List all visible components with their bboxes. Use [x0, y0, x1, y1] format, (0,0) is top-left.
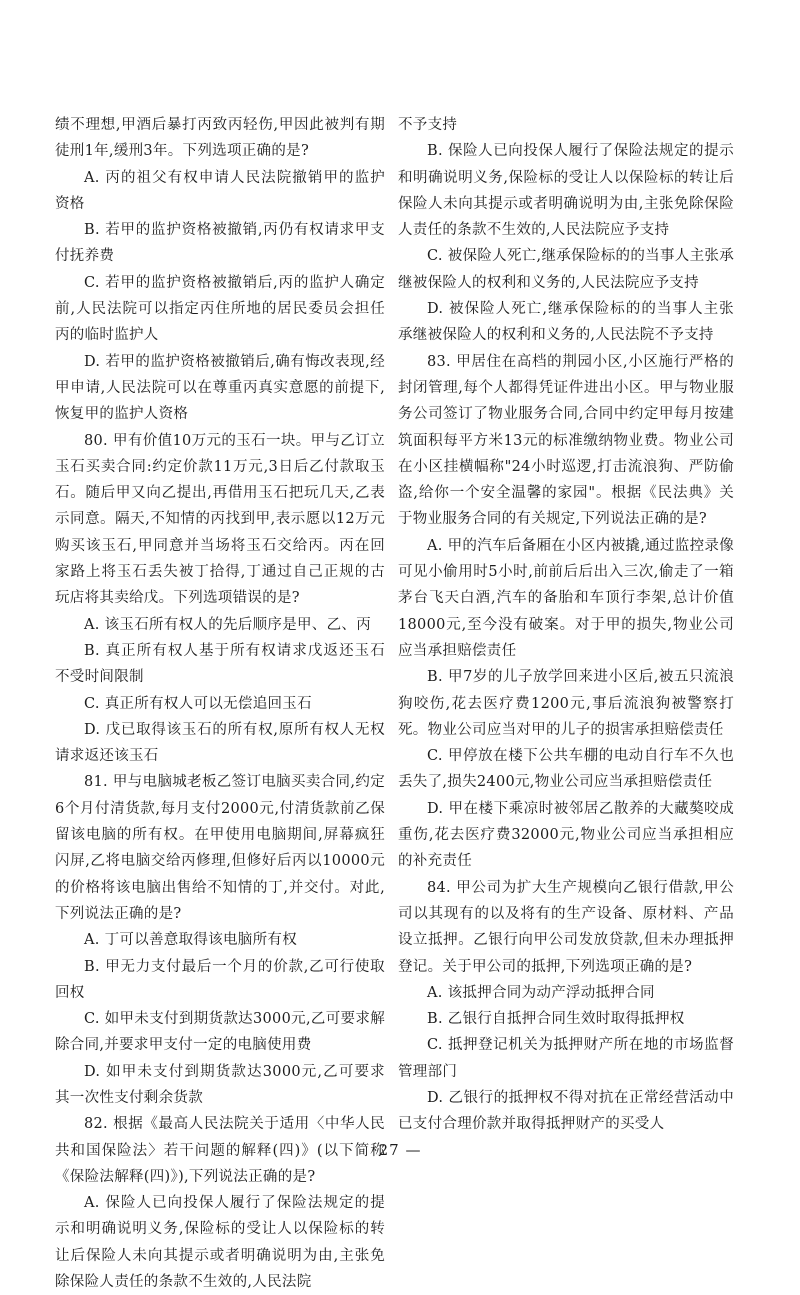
- paragraph: 83. 甲居住在高档的荆园小区,小区施行严格的封闭管理,每个人都得凭证件进出小区。甲与物业服务公司签订了物业服务合同,合同中约定甲每月按建筑面积每平方米13元的标准缴纳物业费。物业公司在小区挂横幅称"24小时巡逻,打击流浪狗、严防偷盗,给你一个安全温馨的家园"。根据《民法典》关于物业服务合同的有关规定,下列说法正确的是?: [398, 353, 734, 528]
- paragraph: D. 被保险人死亡,继承保险标的的当事人主张承继被保险人的权利和义务的,人民法院不予支持: [398, 301, 734, 344]
- paragraph: B. 乙银行自抵押合同生效时取得抵押权: [427, 1011, 685, 1028]
- paragraph: 84. 甲公司为扩大生产规模向乙银行借款,甲公司以其现有的以及将有的生产设备、原材料、产品设立抵押。乙银行向甲公司发放贷款,但未办理抵押登记。关于甲公司的抵押,下列选项正确的是?: [398, 879, 734, 975]
- paragraph: D. 乙银行的抵押权不得对抗在正常经营活动中已支付合理价款并取得抵押财产的买受人: [398, 1089, 734, 1133]
- paragraph: B. 甲无力支付最后一个月的价款,乙可行使取回权: [55, 958, 385, 1001]
- paragraph: C. 如甲未支付到期货款达3000元,乙可要求解除合同,并要求甲支付一定的电脑使用费: [55, 1011, 385, 1054]
- left-column: [55, 112, 385, 1295]
- paragraph: A. 该抵押合同为动产浮动抵押合同: [427, 984, 655, 1001]
- paragraph: C. 甲停放在楼下公共车棚的电动自行车不久也丢失了,损失2400元,物业公司应当承担赔偿责任: [398, 748, 734, 791]
- right-column: [398, 112, 734, 1138]
- paragraph: 82. 根据《最高人民法院关于适用〈中华人民共和国保险法〉若干问题的解释(四)》(以下简称《保险法解释(四)》),下列说法正确的是?: [55, 1116, 385, 1185]
- page-footer: [0, 1141, 800, 1159]
- paragraph: A. 丁可以善意取得该电脑所有权: [84, 932, 297, 949]
- paragraph: B. 保险人已向投保人履行了保险法规定的提示和明确说明义务,保险标的受让人以保险标的转让后保险人未向其提示或者明确说明为由,主张免除保险人责任的条款不生效的,人民法院应予支持: [398, 143, 734, 239]
- paragraph: B. 若甲的监护资格被撤销,丙仍有权请求甲支付抚养费: [55, 222, 385, 265]
- paragraph: D. 如甲未支付到期货款达3000元,乙可要求其一次性支付剩余货款: [55, 1063, 385, 1106]
- paragraph: A. 丙的祖父有权申请人民法院撤销甲的监护资格: [55, 169, 385, 212]
- paragraph: 不予支持: [398, 117, 458, 133]
- paragraph: C. 被保险人死亡,继承保险标的的当事人主张承继被保险人的权利和义务的,人民法院应予支持: [398, 248, 734, 291]
- footer-dash: —: [405, 1141, 422, 1159]
- paragraph: B. 甲7岁的儿子放学回来进小区后,被五只流浪狗咬伤,花去医疗费1200元,事后流浪狗被警察打死。物业公司应当对甲的儿子的损害承担赔偿责任: [398, 669, 734, 738]
- paragraph: C. 若甲的监护资格被撤销后,丙的监护人确定前,人民法院可以指定丙住所地的居民委员会担任丙的临时监护人: [55, 274, 385, 344]
- paragraph: D. 戊已取得该玉石的所有权,原所有权人无权请求返还该玉石: [55, 721, 385, 765]
- paragraph: 绩不理想,甲酒后暴打丙致丙轻伤,甲因此被判有期徒刑1年,缓刑3年。下列选项正确的是?: [55, 117, 385, 160]
- paragraph: A. 保险人已向投保人履行了保险法规定的提示和明确说明义务,保险标的受让人以保险标的转让后保险人未向其提示或者明确说明为由,主张免除保险人责任的条款不生效的,人民法院: [55, 1195, 385, 1291]
- paragraph: 80. 甲有价值10万元的玉石一块。甲与乙订立玉石买卖合同:约定价款11万元,3日后乙付款取玉石。随后甲又向乙提出,再借用玉石把玩几天,乙表示同意。隔天,不知情的丙找到甲,表示愿以12万元购买该玉石,甲同意并当场将玉石交给丙。丙在回家路上将玉石丢失被丁拾得,丁通过自己正规的古玩店将其卖给戊。下列选项错误的是?: [55, 432, 385, 607]
- paragraph: D. 若甲的监护资格被撤销后,确有悔改表现,经甲申请,人民法院可以在尊重丙真实意愿的前提下,恢复甲的监护人资格: [55, 353, 385, 423]
- paragraph: D. 甲在楼下乘凉时被邻居乙散养的大藏獒咬成重伤,花去医疗费32000元,物业公司应当承担相应的补充责任: [398, 800, 734, 870]
- paragraph: A. 该玉石所有权人的先后顺序是甲、乙、丙: [84, 616, 371, 633]
- paragraph: B. 真正所有权人基于所有权请求戊返还玉石不受时间限制: [55, 642, 385, 686]
- page-number: 27: [378, 1141, 400, 1159]
- paragraph: C. 抵押登记机关为抵押财产所在地的市场监督管理部门: [398, 1037, 734, 1080]
- paragraph: C. 真正所有权人可以无偿追回玉石: [84, 695, 312, 712]
- paragraph: A. 甲的汽车后备厢在小区内被撬,通过监控录像可见小偷用时5小时,前前后后出入三次,偷走了一箱茅台飞天白酒,汽车的备胎和车顶行李架,总计价值18000元,至今没有破案。对于甲的损失,物业公司应当承担赔偿责任: [398, 537, 734, 659]
- paragraph: 81. 甲与电脑城老板乙签订电脑买卖合同,约定6个月付清货款,每月支付2000元,付清货款前乙保留该电脑的所有权。在甲使用电脑期间,屏幕疯狂闪屏,乙将电脑交给丙修理,但修好后丙以10000元的价格将该电脑出售给不知情的丁,并交付。对此,下列说法正确的是?: [55, 774, 385, 922]
